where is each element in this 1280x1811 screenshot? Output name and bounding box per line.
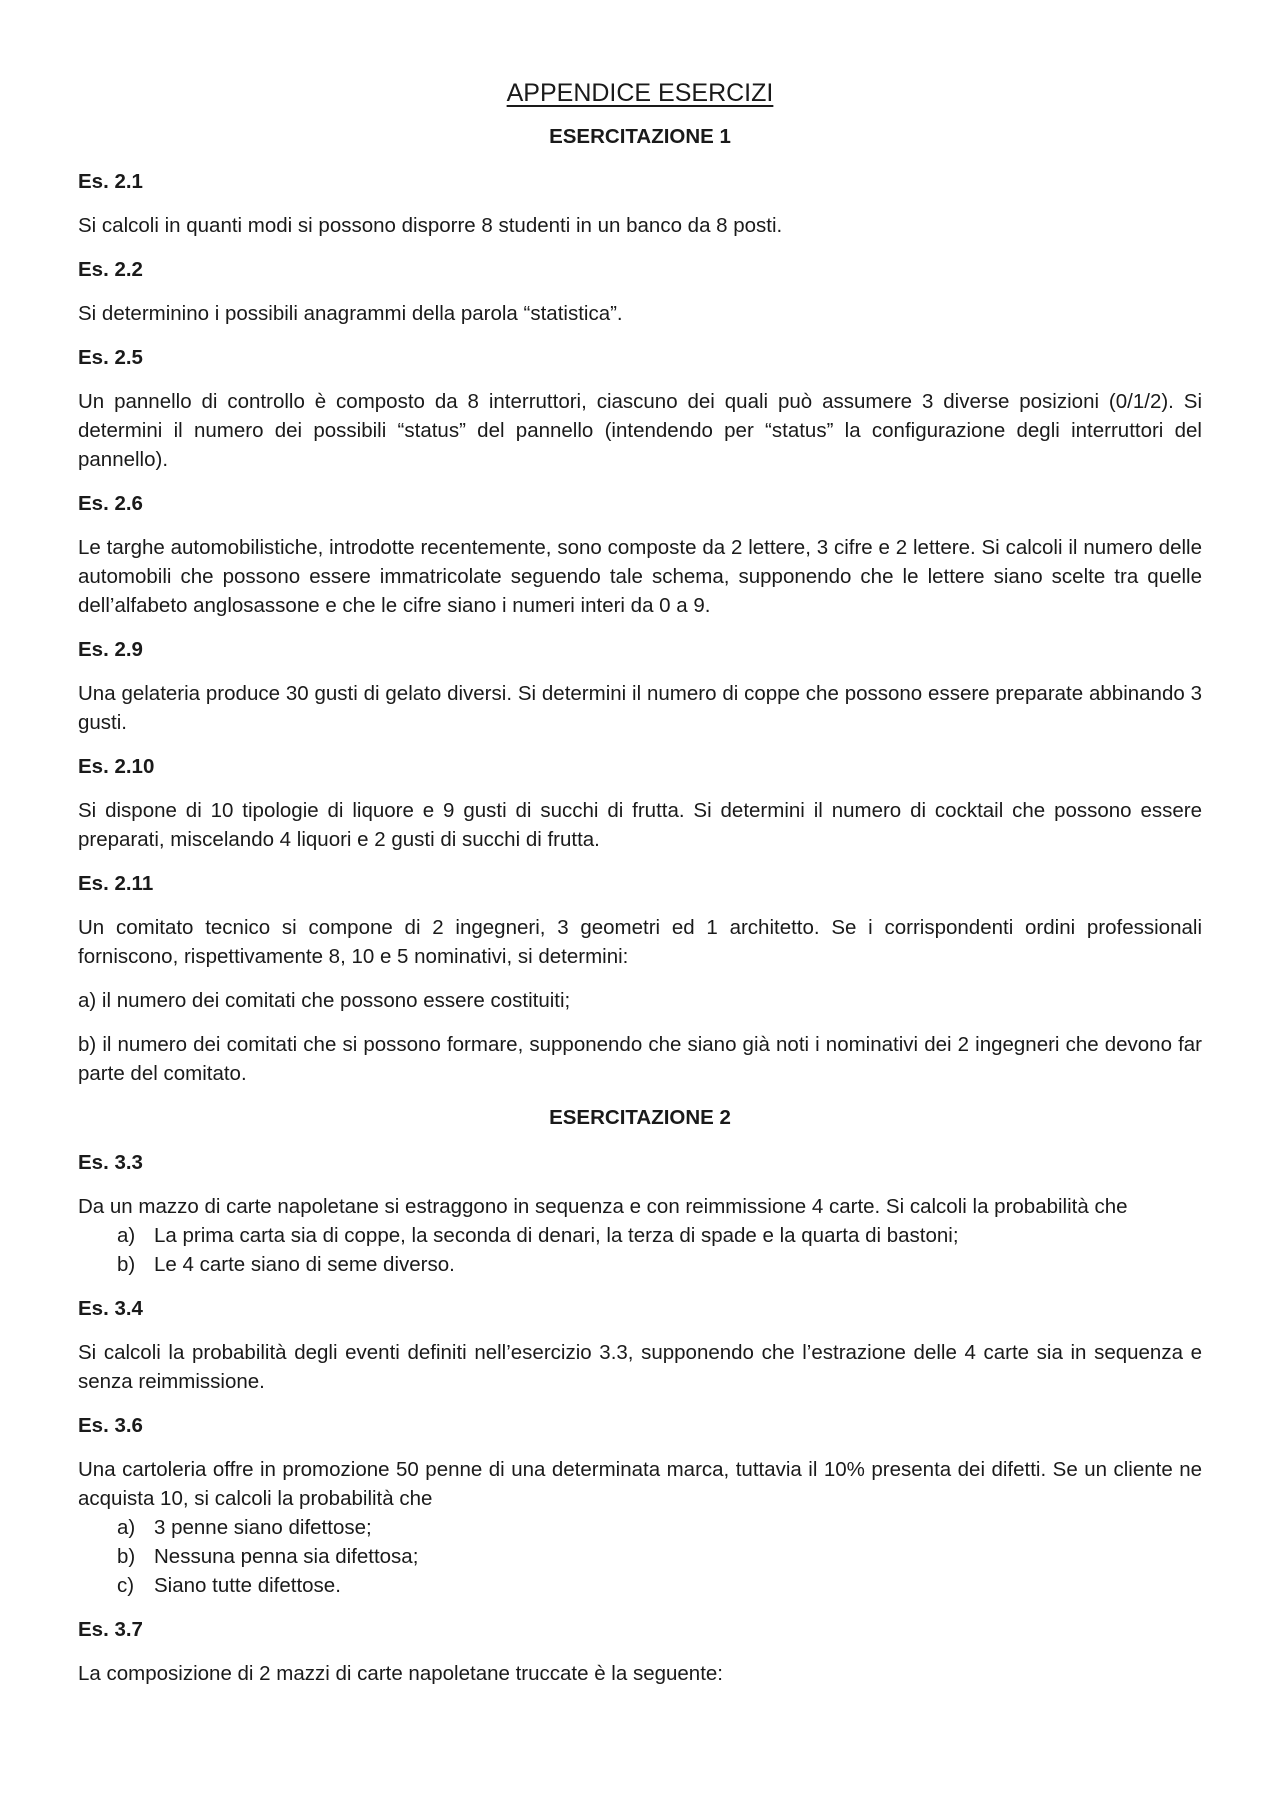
exercise-text: Una cartoleria offre in promozione 50 penne di una determinata marca, tuttavia il 10% presenta dei difetti. Se un cliente ne acquista 10, si calcoli la probabilità che [78,1458,1202,1510]
section-heading: ESERCITAZIONE 2 [549,1106,731,1129]
exercise-label: Es. 2.6 [78,492,143,515]
list-item-text: La prima carta sia di coppe, la seconda di denari, la terza di spade e la quarta di bastoni; [154,1224,959,1247]
exercise-label: Es. 2.11 [78,872,154,895]
exercise [78,1148,1202,1279]
list-item [78,1542,1202,1571]
exercise [78,869,1202,1088]
exercise-label: Es. 2.10 [78,755,155,778]
exercise-label: Es. 2.9 [78,638,143,661]
exercise-text: Da un mazzo di carte napoletane si estraggono in sequenza e con reimmissione 4 carte. Si calcoli la probabilità che [78,1195,1128,1218]
list-item-text: 3 penne siano difettose; [154,1516,372,1539]
exercise-label: Es. 3.6 [78,1414,143,1437]
list-marker: a) [117,1516,136,1539]
exercise-text: Si determinino i possibili anagrammi della parola “statistica”. [78,302,623,325]
exercise-text: Si dispone di 10 tipologie di liquore e 9 gusti di succhi di frutta. Si determini il numero di cocktail che possono essere preparati, miscelando 4 liquori e 2 gusti di succhi di frutta. [78,799,1202,851]
exercise-text: Le targhe automobilistiche, introdotte recentemente, sono composte da 2 lettere, 3 cifre e 2 lettere. Si calcoli il numero delle automobili che possono essere immatricolate seguendo tale schema, supponendo che le lettere siano scelte tra quelle dell’alfabeto anglosassone e che le cifre siano i numeri interi da 0 a 9. [78,536,1202,617]
exercise [78,752,1202,854]
section-esercitazione-1 [78,122,1202,1088]
exercise [78,343,1202,474]
page-title: APPENDICE ESERCIZI [506,79,774,107]
list-item-text: Siano tutte difettose. [154,1574,341,1597]
exercise-label: Es. 2.5 [78,346,143,369]
section-heading: ESERCITAZIONE 1 [549,125,731,148]
exercise [78,167,1202,240]
exercise-subpoint: b) il numero dei comitati che si possono formare, supponendo che siano già noti i nominativi dei 2 ingegneri che devono far parte del comitato. [78,1033,1202,1085]
exercise-text: La composizione di 2 mazzi di carte napoletane truccate è la seguente: [78,1662,723,1685]
exercise-label: Es. 3.4 [78,1297,143,1320]
exercise [78,1294,1202,1396]
list-item-text: Nessuna penna sia difettosa; [154,1545,419,1568]
exercise-text: Un pannello di controllo è composto da 8 interruttori, ciascuno dei quali può assumere 3 diverse posizioni (0/1/2). Si determini il numero dei possibili “status” del pannello (intendendo per “status” la configurazione degli interruttori del pannello). [78,390,1202,471]
exercise-text: Una gelateria produce 30 gusti di gelato diversi. Si determini il numero di coppe che possono essere preparate abbinando 3 gusti. [78,682,1202,734]
exercise-label: Es. 2.1 [78,170,143,193]
exercise-list [78,1513,1202,1600]
exercise [78,489,1202,620]
exercise-label: Es. 3.7 [78,1618,143,1641]
list-marker: a) [117,1224,136,1247]
exercise-label: Es. 3.3 [78,1151,143,1174]
list-item [78,1250,1202,1279]
list-marker: b) [117,1545,136,1568]
document-content [78,76,1202,1703]
list-item [78,1571,1202,1600]
exercise [78,1411,1202,1600]
exercise-list [78,1221,1202,1279]
list-item [78,1513,1202,1542]
exercise [78,255,1202,328]
section-esercitazione-2 [78,1103,1202,1688]
exercise-text: Si calcoli la probabilità degli eventi definiti nell’esercizio 3.3, supponendo che l’estrazione delle 4 carte sia in sequenza e senza reimmissione. [78,1341,1202,1393]
exercise-text: Un comitato tecnico si compone di 2 ingegneri, 3 geometri ed 1 architetto. Se i corrispondenti ordini professionali forniscono, rispettivamente 8, 10 e 5 nominativi, si determini: [78,916,1202,968]
exercise-subpoint: a) il numero dei comitati che possono essere costituiti; [78,989,571,1012]
exercise-label: Es. 2.2 [78,258,143,281]
list-marker: b) [117,1253,136,1276]
exercise [78,1615,1202,1688]
list-item [78,1221,1202,1250]
list-item-text: Le 4 carte siano di seme diverso. [154,1253,455,1276]
exercise-text: Si calcoli in quanti modi si possono disporre 8 studenti in un banco da 8 posti. [78,214,783,237]
list-marker: c) [117,1574,135,1597]
exercise [78,635,1202,737]
